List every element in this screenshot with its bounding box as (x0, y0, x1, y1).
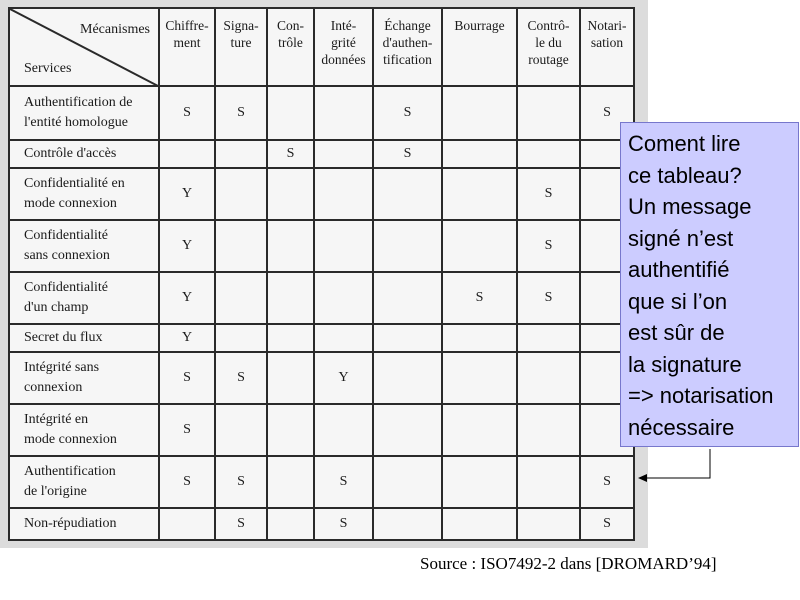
table-cell: S (442, 272, 517, 324)
note-line: que si l’on (628, 288, 728, 314)
table-cell: S (159, 352, 215, 404)
note-line: est sûr de (628, 320, 725, 345)
table-cell: S (580, 86, 634, 140)
mechanism-header-chiffre-ment: Chiffre- ment (159, 8, 215, 86)
table-cell: S (517, 272, 580, 324)
service-label: Secret du flux (9, 324, 159, 352)
table-cell: S (373, 140, 442, 168)
table-cell: S (159, 86, 215, 140)
table-cell: Y (159, 324, 215, 352)
mechanisms-axis-label: Mécanismes (80, 22, 150, 37)
table-cell: Y (159, 272, 215, 324)
table-cell: Y (159, 168, 215, 220)
table-cell: S (517, 220, 580, 272)
note-line: Coment lire (628, 131, 741, 156)
note-line: => notarisation (628, 383, 774, 408)
table-cell: S (314, 456, 373, 508)
services-axis-label: Services (24, 61, 72, 76)
mechanism-header-echange-d-authen-tification: Échange d'authen- tification (373, 8, 442, 86)
mechanism-header-contro-le-du-routage: Contrô- le du routage (517, 8, 580, 86)
mechanism-header-inte-grite-donnees: Inté- grité données (314, 8, 373, 86)
service-label: Intégrité sans connexion (9, 352, 159, 404)
note-line: ce tableau? (628, 162, 742, 188)
note-line: signé n’est (628, 225, 734, 251)
service-label: Authentification de l'origine (9, 456, 159, 508)
table-cell: S (215, 456, 267, 508)
service-label: Intégrité en mode connexion (9, 404, 159, 456)
table-cell: S (159, 456, 215, 508)
table-cell: S (215, 352, 267, 404)
note-line: Un message (628, 194, 752, 219)
note-line: nécessaire (628, 414, 735, 440)
service-label: Confidentialité d'un champ (9, 272, 159, 324)
table-cell: S (215, 508, 267, 540)
service-label: Contrôle d'accès (9, 140, 159, 168)
service-label: Confidentialité sans connexion (9, 220, 159, 272)
mechanism-header-notari-sation: Notari- sation (580, 8, 634, 86)
service-label: Non-répudiation (9, 508, 159, 540)
table-cell: S (517, 168, 580, 220)
table-cell: S (215, 86, 267, 140)
table-cell: Y (314, 352, 373, 404)
table-cell: S (373, 86, 442, 140)
table-cell: S (580, 456, 634, 508)
mechanism-header-con-trole: Con- trôle (267, 8, 314, 86)
source-citation: Source : ISO7492-2 dans [DROMARD’94] (420, 554, 717, 573)
mechanism-header-bourrage: Bourrage (442, 8, 517, 86)
explanation-note (620, 122, 799, 447)
table-cell: S (314, 508, 373, 540)
table-cell: S (159, 404, 215, 456)
table-cell: S (580, 508, 634, 540)
service-label: Authentification de l'entité homologue (9, 86, 159, 140)
table-cell: S (267, 140, 314, 168)
service-label: Confidentialité en mode connexion (9, 168, 159, 220)
note-line: la signature (628, 351, 742, 377)
table-cell: Y (159, 220, 215, 272)
mechanism-header-signa-ture: Signa- ture (215, 8, 267, 86)
note-line: authentifié (628, 257, 730, 282)
